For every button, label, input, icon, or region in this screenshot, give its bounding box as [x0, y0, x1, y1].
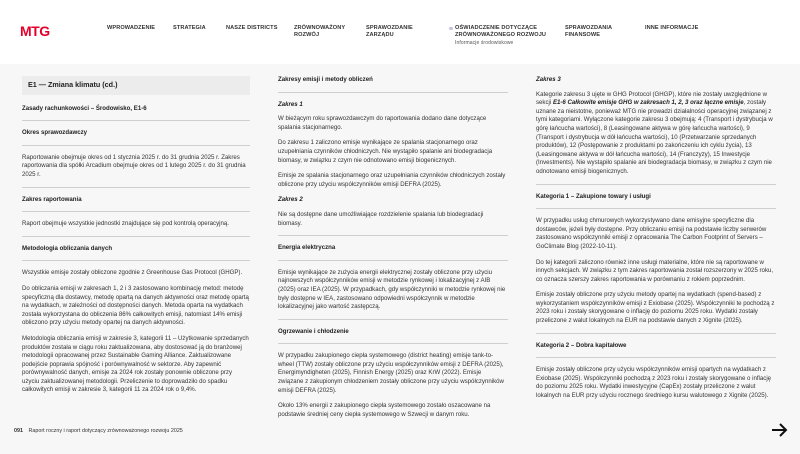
top-navigation-bar: [0, 0, 800, 64]
text: , zostały uznane za nieistotne, ponieważ MTG nie prowadzi działalności operacyjnej związanej z tymi kategoriami. Wyłączone kategorie zakresu 3 obejmują: 4 (Transport i dystrybucja w górę łańcucha wartości), 8 (Leasingowane aktywa w górę łańcucha wartości), 9 (Transport i dystrybucja w dół łańcucha wartości), 10 (Przetwarzanie sprzedanych produktów), 12 (Postępowanie z produktami po zakończeniu ich cyklu życia), 13 (Leasingowane aktywa w dół łańcucha wartości), 14 (Franczyzy), 15 Inwestycje (Investments). Nie wystąpiło spalanie ani biodegradacja biomasy, w związku z czym nie odnotowano emisji biogenicznych.: [536, 99, 773, 175]
paragraph: Emisje zostały obliczone przy użyciu współczynników emisji opartych na wydatkach z Exiobase (2025). Współczynniki pochodzą z 2023 roku i zostały skorygowane o inflację do poziomu 2025 roku. Wydatki inwestycyjne (CapEx) zostały przeliczone z walut lokalnych na EUR przy użyciu rocznego średniego kursu walutowego z Xignite (2025).: [536, 366, 772, 400]
paragraph: Metodologia obliczania emisji w zakresie 3, kategorii 11 – Użytkowanie sprzedanych produktów została w ciągu roku zaktualizowana, aby dostosować ją do branżowej metodologii opracowanej przez Sustainable Gaming Alliance. Zaktualizowane podejście poprawia spójność i porównywalność w sektorze. Aby zapewnić porównywalność danych, emisje za 2024 rok zostały ponownie obliczone przy użyciu zaktualizowanej metodologii. Przeliczenie to doprowadziło do spadku całkowitych emisji w zakresie 3, kategorii 11 za 2024 rok o 9,4%.: [22, 334, 249, 394]
paragraph: W przypadku zakupionego ciepła systemowego (district heating) emisje tank-to-wheel (TTW) zostały obliczone przy użyciu współczynników emisji z DEFRA (2025), Energimyndigheten (2025), Finnish Energy (2025) oraz KrW (2022). Emisje związane z zakupionym chłodzeniem zostały obliczone przy użyciu współczynników emisji DEFRA (2025).: [278, 352, 504, 394]
paragraph: W przypadku usług chmurowych wykorzystywano dane emisyjne specyficzne dla dostawców, jeżeli były dostępne. Przy obliczaniu emisji na podstawie liczby serwerów zastosowano współczynniki emisji z opracowania The Carbon Footprint of Servers – GoClimate Blog (2022-10-11).: [536, 217, 767, 250]
heading-category-2: Kategoria 2 – Dobra kapitałowe: [536, 341, 627, 349]
nav-label: STRATEGIA: [173, 25, 206, 31]
nav-label: SPRAWOZDANIA FINANSOWE: [565, 25, 612, 38]
logo-text: MTG: [20, 24, 50, 38]
heading-reporting-scope: Zakres raportowania: [22, 195, 82, 203]
heading-accounting-principles: Zasady rachunkowości – Środowisko, E1-6: [22, 104, 147, 112]
section-title: E1 — Zmiana klimatu (cd.): [22, 76, 250, 95]
mtg-logo[interactable]: [20, 24, 58, 38]
heading-category-1: Kategoria 1 – Zakupione towary i usługi: [536, 192, 651, 200]
heading-scopes: Zakresy emisji i metody obliczeń: [278, 76, 373, 83]
page-number: 091: [14, 428, 23, 434]
heading-electricity: Energia elektryczna: [278, 244, 336, 252]
divider: [22, 120, 250, 121]
divider: [278, 343, 508, 344]
divider: [536, 208, 776, 209]
nav-label: ZRÓWNOWAŻONY ROZWÓJ: [294, 25, 346, 38]
divider: [278, 92, 508, 93]
divider: [22, 211, 250, 212]
nav-sub-label: Informacje środowiskowe: [455, 40, 514, 46]
text: Kategorie zakresu 3 ujęte w GHG Protocol (GHGP), które nie zostały uwzględnione w sekcji: [536, 90, 767, 107]
heading-heating-cooling: Ogrzewanie i chłodzenie: [278, 327, 349, 335]
nav-item-sprawozdanie-zarzadu[interactable]: [366, 25, 426, 39]
nav-label: OŚWIADCZENIE DOTYCZĄCE ZRÓWNOWAŻONEGO ROZWOJU: [455, 25, 547, 38]
paragraph: W bieżącym roku sprawozdawczym do raportowania dodano dane dotyczące spalania stacjonarnego.: [278, 115, 487, 131]
divider: [278, 235, 508, 236]
paragraph: Nie są dostępne dane umożliwiające rozdzielenie spalania lub biodegradacji biomasy.: [278, 210, 484, 227]
heading-methodology: Metodologia obliczania danych: [22, 244, 113, 252]
paragraph: Do obliczania emisji w zakresach 1, 2 i 3 zastosowano kombinację metod: metodę specyficzną dla dostawcy, metodę opartą na danych aktywności oraz metodę opartą na wydatkach, w zależności od dostępności danych. Metoda oparta na wydatkach została wykorzystana do obliczenia 86% całkowitych emisji, natomiast 14% emisji obliczono przy użyciu metody opartej na danych aktywności.: [22, 284, 249, 327]
nav-item-zrownowazony-rozwoj[interactable]: [294, 25, 354, 39]
emphasis-link: E1-6 Całkowite emisje GHG w zakresach 1, 2, 3 oraz łączne emisje: [552, 99, 744, 107]
divider: [536, 184, 776, 185]
divider: [22, 236, 250, 237]
nav-item-inne-informacje[interactable]: [645, 25, 698, 32]
paragraph: Emisje ze spalania stacjonarnego oraz uzupełniania czynników chłodniczych zostały obliczone przy użyciu współczynników emisji DEFRA (2025).: [278, 172, 506, 188]
nav-item-sprawozdania-finansowe[interactable]: [565, 25, 629, 39]
divider: [278, 319, 508, 320]
nav-label: SPRAWOZDANIE ZARZĄDU: [366, 25, 413, 38]
paragraph: Emisje zostały obliczone przy użyciu metody opartej na wydatkach (spend-based) z wykorzystaniem współczynników emisji z Exiobase (2025). Współczynniki te pochodzą z 2023 roku i zostały skorygowane o inflację do poziomu 2025 roku. Wydatki zostały przeliczone z walut lokalnych na EUR na podstawie danych z Xignite (2025).: [536, 291, 775, 325]
heading-scope-2: Zakres 2: [278, 196, 303, 204]
heading-scope-1: Zakres 1: [278, 100, 303, 108]
paragraph-scope3-exclusions: [536, 91, 776, 177]
column-right: [536, 76, 776, 408]
paragraph: Do zakresu 1 zaliczono emisje wynikające ze spalania stacjonarnego oraz uzupełniania czynników chłodniczych. Nie wystąpiło spalanie ani biodegradacja biomasy, w związku z czym nie odnotowano emisji biogenicznych.: [278, 139, 493, 164]
paragraph: Około 13% energii z zakupionego ciepła systemowego zostało oszacowane na podstawie średniej ceny ciepła systemowego w Szwecji w danym roku.: [278, 402, 491, 418]
nav-item-wprowadzenie[interactable]: [107, 25, 155, 32]
paragraph: Raportowanie obejmuje okres od 1 stycznia 2025 r. do 31 grudnia 2025 r. Zakres raportowania dla spółki Arcadium obejmuje okres od 1 lutego 2025 r. do 31 grudnia 2025 r.: [22, 153, 246, 178]
paragraph: Do tej kategorii zaliczono również inne usługi materialne, które nie są raportowane w innych sekcjach. W związku z tym zakres raportowania został rozszerzony w 2025 roku, co oznacza szerszy zakres raportowania w porównaniu z rokiem poprzednim.: [536, 258, 774, 283]
paragraph: Emisje wynikające ze zużycia energii elektrycznej zostały obliczone przy użyciu najnowszych współczynników emisji w metodzie rynkowej i lokalizacyjnej z AIB (2025) oraz IEA (2025). W przypadkach, gdy współczynniki w metodzie rynkowej nie były dostępne w IEA, zastosowano odpowiedni współczynnik w metodzie lokalizacyjnej jako wartość zastępczą.: [278, 268, 506, 311]
nav-label: NASZE DISTRICTS: [226, 25, 278, 31]
heading-scope-3: Zakres 3: [536, 76, 561, 83]
nav-item-oswiadczenie[interactable]: [455, 25, 555, 47]
column-left: [22, 76, 250, 402]
paragraph: Wszystkie emisje zostały obliczone zgodnie z Greenhouse Gas Protocol (GHGP).: [22, 269, 243, 277]
divider: [536, 357, 776, 358]
divider: [22, 260, 250, 261]
divider: [536, 333, 776, 334]
page-footer: [14, 428, 183, 434]
column-middle: [278, 76, 508, 426]
divider: [22, 145, 250, 146]
nav-label: INNE INFORMACJE: [645, 25, 699, 31]
arrow-right-icon[interactable]: [770, 422, 790, 438]
paragraph: Raport obejmuje wszystkie jednostki znajdujące się pod kontrolą operacyjną.: [22, 220, 229, 228]
nav-label: WPROWADZENIE: [107, 25, 156, 31]
divider: [22, 187, 250, 188]
nav-item-strategia[interactable]: [173, 25, 206, 32]
heading-reporting-period: Okres sprawozdawczy: [22, 129, 88, 137]
nav-item-districts[interactable]: [226, 25, 278, 32]
report-title: Raport roczny i raport dotyczący zrównoważonego rozwoju 2025: [28, 428, 183, 434]
divider: [278, 260, 508, 261]
